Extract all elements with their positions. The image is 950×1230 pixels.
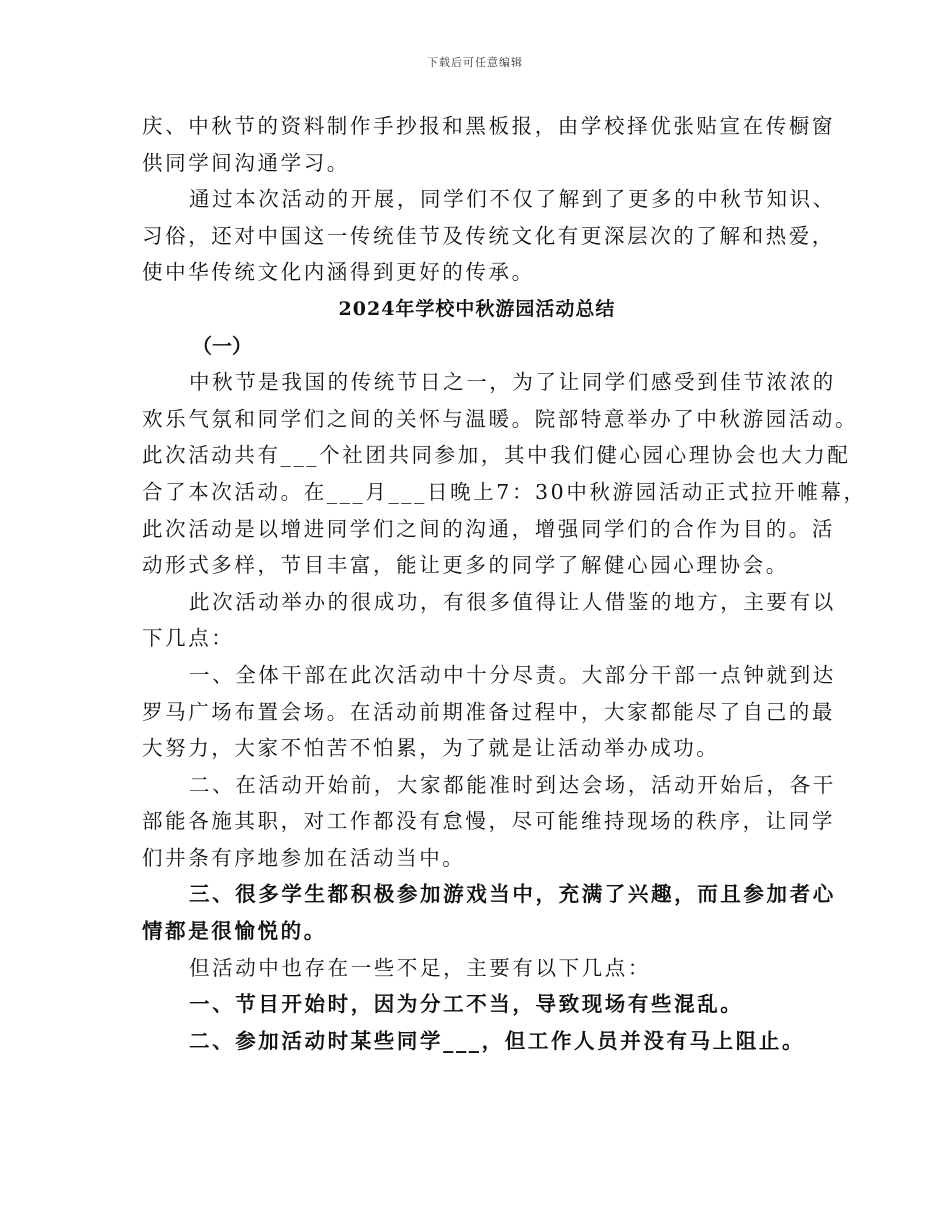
paragraph-line-bold: 情都是很愉悦的。 [142, 919, 327, 944]
paragraph-line: 合了本次活动。在___月___日晚上7：30中秋游园活动正式拉开帷幕， [142, 479, 867, 504]
paragraph-line: 二、在活动开始前，大家都能准时到达会场，活动开始后，各干 [189, 772, 836, 797]
paragraph-line: 罗马广场布置会场。在活动前期准备过程中，大家都能尽了自己的最 [142, 699, 835, 724]
paragraph-line: 供同学间沟通学习。 [142, 150, 350, 175]
paragraph-line: 欢乐气氛和同学们之间的关怀与温暖。院部特意举办了中秋游园活动。 [142, 406, 859, 431]
paragraph-line-bold: 三、很多学生都积极参加游戏当中，充满了兴趣，而且参加者心 [189, 882, 836, 907]
paragraph-line: 动形式多样，节目丰富，能让更多的同学了解健心园心理协会。 [142, 553, 789, 578]
paragraph-line: 部能各施其职，对工作都没有怠慢，尽可能维持现场的秩序，让同学 [142, 809, 835, 834]
page-header: 下载后可任意编辑 [427, 56, 523, 69]
section-subtitle: （一） [192, 333, 252, 358]
paragraph-line-bold: 二、参加活动时某些同学___，但工作人员并没有马上阻止。 [189, 1028, 806, 1053]
paragraph-line: 通过本次活动的开展，同学们不仅了解到了更多的中秋节知识、 [189, 187, 836, 212]
paragraph-line: 习俗，还对中国这一传统佳节及传统文化有更深层次的了解和热爱， [142, 223, 835, 248]
paragraph-line: 下几点： [142, 626, 235, 651]
paragraph-line: 中秋节是我国的传统节日之一，为了让同学们感受到佳节浓浓的 [189, 370, 836, 395]
paragraph-line: 使中华传统文化内涵得到更好的传承。 [142, 260, 535, 285]
paragraph-line: 此次活动是以增进同学们之间的沟通，增强同学们的合作为目的。活 [142, 516, 835, 541]
paragraph-line: 此次活动举办的很成功，有很多值得让人借鉴的地方，主要有以 [189, 589, 836, 614]
paragraph-line: 们井条有序地参加在活动当中。 [142, 845, 466, 870]
paragraph-line: 但活动中也存在一些不足，主要有以下几点： [189, 955, 651, 980]
paragraph-line: 庆、中秋节的资料制作手抄报和黑板报，由学校择优张贴宣在传橱窗 [142, 114, 835, 138]
paragraph-line-bold: 一、节目开始时，因为分工不当，导致现场有些混乱。 [189, 992, 744, 1017]
paragraph-line: 大努力，大家不怕苦不怕累，为了就是让活动举办成功。 [142, 736, 720, 761]
paragraph-line: 一、全体干部在此次活动中十分尽责。大部分干部一点钟就到达 [189, 662, 836, 687]
paragraph-line: 此次活动共有___个社团共同参加，其中我们健心园心理协会也大力配 [142, 443, 851, 468]
section-title: 2024年学校中秋游园活动总结 [338, 297, 616, 320]
document-body [142, 108, 867, 1059]
